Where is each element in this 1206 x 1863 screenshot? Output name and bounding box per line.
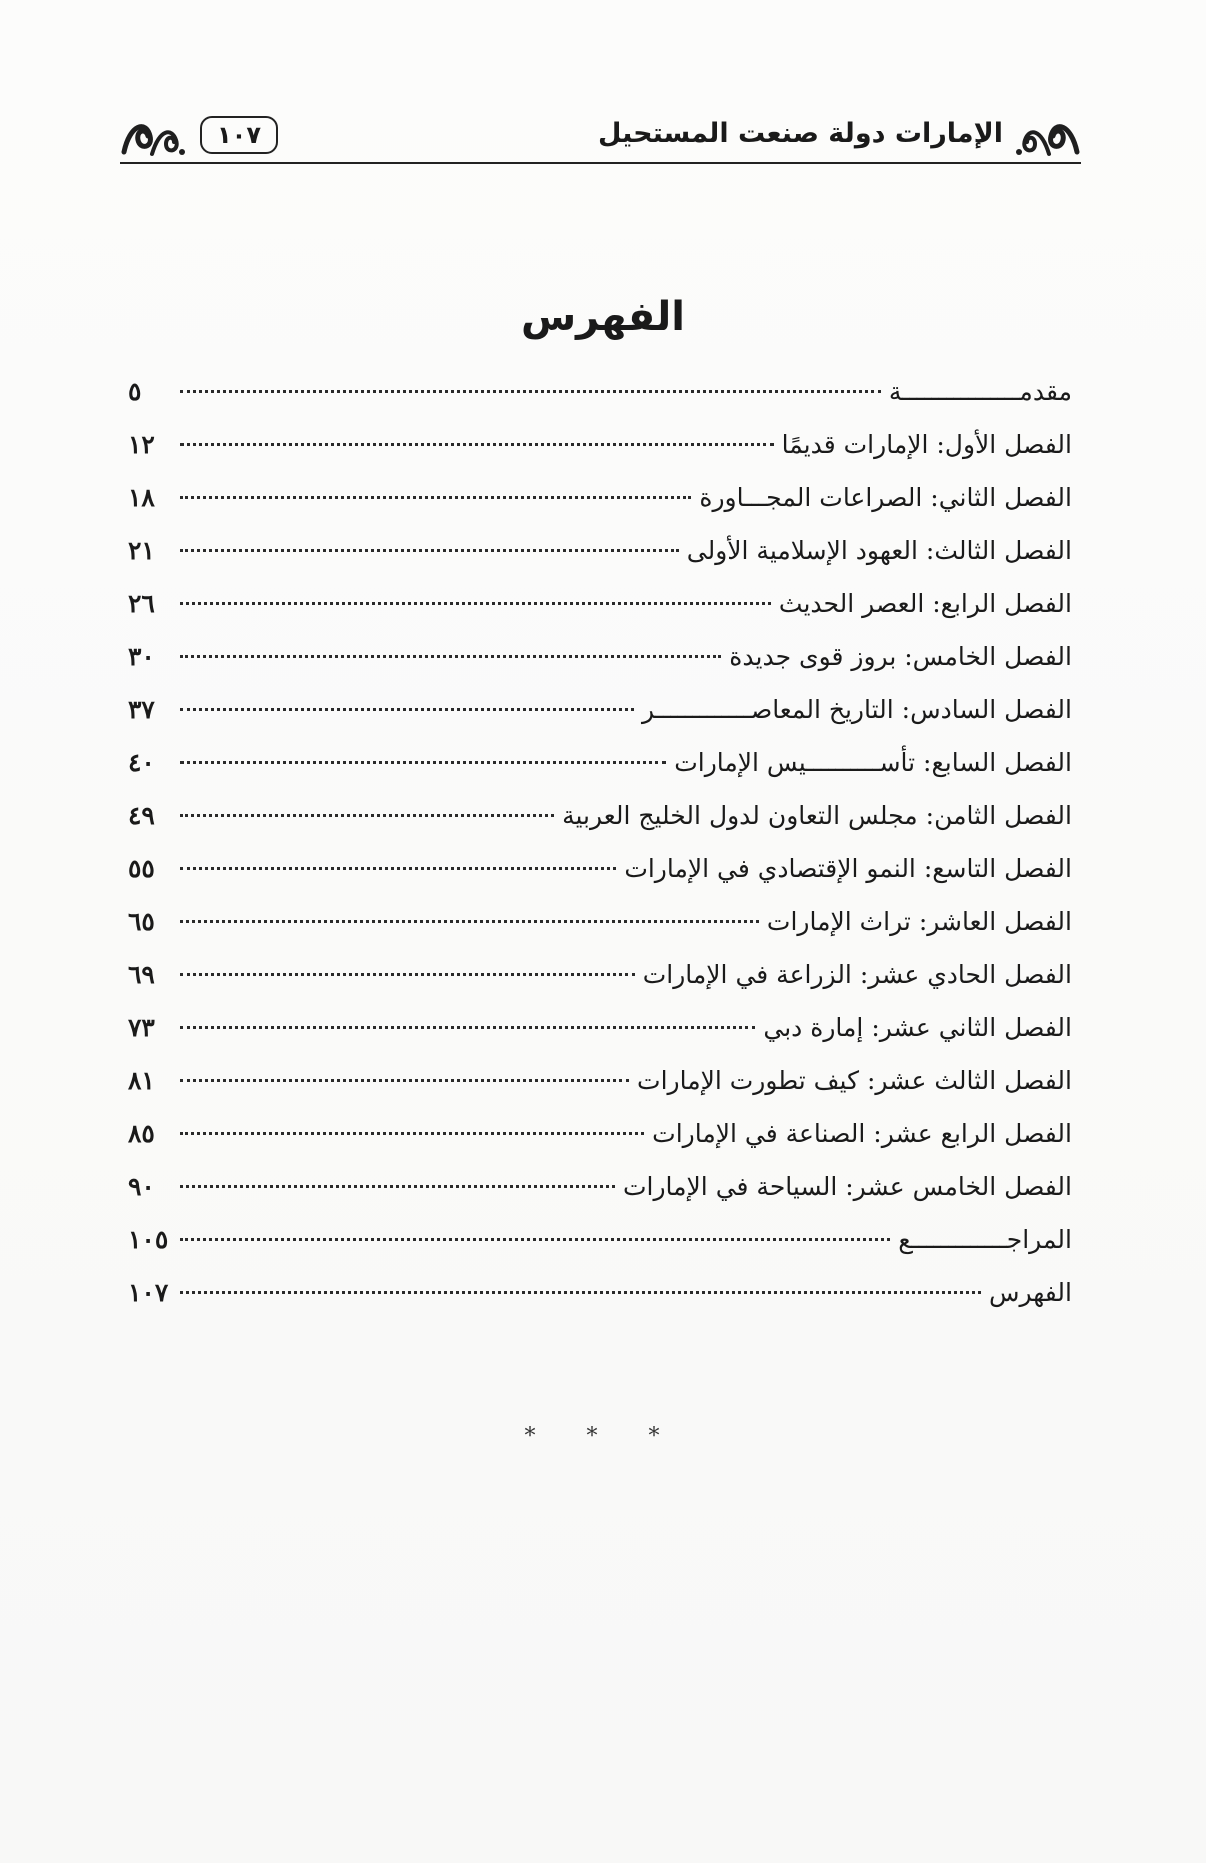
dot-leader xyxy=(180,496,691,499)
header-ornament-left-icon xyxy=(120,114,190,160)
dot-leader xyxy=(180,549,679,552)
toc-entry xyxy=(128,789,1072,842)
toc-entry-label: الفهرس xyxy=(988,1278,1072,1307)
toc-entry-page: ٨١ xyxy=(128,1066,155,1095)
toc-entry-label: الفصل الرابع عشر: الصناعة في الإمارات xyxy=(652,1119,1072,1148)
toc-entry-page: ٥ xyxy=(128,377,142,406)
toc-entry xyxy=(128,1266,1072,1319)
toc-entry-label: الفصل الثاني عشر: إمارة دبي xyxy=(763,1013,1072,1042)
toc-entry-page: ١٨ xyxy=(128,483,155,512)
toc-entry-label: الفصل الحادي عشر: الزراعة في الإمارات xyxy=(642,960,1072,989)
header-ornament-right-icon xyxy=(1011,114,1081,160)
dot-leader xyxy=(180,390,881,393)
toc-entry xyxy=(128,471,1072,524)
toc-entry-label: الفصل الثامن: مجلس التعاون لدول الخليج العربية xyxy=(562,801,1072,830)
toc-entry-label: الفصل التاسع: النمو الإقتصادي في الإمارات xyxy=(624,854,1072,883)
toc-entry-page: ١٠٥ xyxy=(128,1225,169,1254)
toc-entry-page: ٦٩ xyxy=(128,960,155,989)
toc-entry-label: الفصل الرابع: العصر الحديث xyxy=(778,589,1072,618)
dot-leader xyxy=(180,1238,890,1241)
toc-entry-page: ١٠٧ xyxy=(128,1278,169,1307)
toc-entry xyxy=(128,1160,1072,1213)
dot-leader xyxy=(180,1185,615,1188)
toc-entry-label: المراجـــــــــــــع xyxy=(898,1225,1072,1254)
toc-entry xyxy=(128,842,1072,895)
dot-leader xyxy=(180,443,774,446)
toc-entry xyxy=(128,1107,1072,1160)
toc-entry-page: ٥٥ xyxy=(128,854,155,883)
toc-entry-page: ٣٠ xyxy=(128,642,155,671)
dot-leader xyxy=(180,867,616,870)
dot-leader xyxy=(180,1291,981,1294)
toc-entry-page: ١٢ xyxy=(128,430,155,459)
toc-entry xyxy=(128,524,1072,577)
toc-entry-label: الفصل السابع: تأســــــــــيس الإمارات xyxy=(674,748,1072,777)
toc-entry-label: الفصل الثالث: العهود الإسلامية الأولى xyxy=(686,536,1072,565)
toc-entry-label: الفصل الثاني: الصراعات المجـــاورة xyxy=(699,483,1072,512)
toc-entry-page: ٧٣ xyxy=(128,1013,155,1042)
toc-entry xyxy=(128,630,1072,683)
dot-leader xyxy=(180,920,759,923)
toc-entry xyxy=(128,418,1072,471)
toc-title: الفهرس xyxy=(520,294,685,340)
toc-entry-label: الفصل الخامس عشر: السياحة في الإمارات xyxy=(622,1172,1072,1201)
dot-leader xyxy=(180,814,554,817)
toc-entry-label: الفصل العاشر: تراث الإمارات xyxy=(766,907,1072,936)
toc-entry-page: ٢١ xyxy=(128,536,155,565)
toc-entry-page: ٩٠ xyxy=(128,1172,155,1201)
toc-entry-page: ٤٩ xyxy=(128,801,155,830)
toc-entry xyxy=(128,683,1072,736)
toc-entry-page: ٨٥ xyxy=(128,1119,155,1148)
dot-leader xyxy=(180,761,666,764)
dot-leader xyxy=(180,1026,755,1029)
toc-entry-label: الفصل الأول: الإمارات قديمًا xyxy=(781,430,1072,459)
running-header xyxy=(120,112,1081,164)
toc-entry-page: ٣٧ xyxy=(128,695,155,724)
toc-entry xyxy=(128,1213,1072,1266)
page-number-badge: ١٠٧ xyxy=(200,116,278,154)
dot-leader xyxy=(180,708,634,711)
header-title: الإمارات دولة صنعت المستحيل xyxy=(598,118,1003,149)
toc-list xyxy=(128,365,1072,1319)
toc-entry-label: الفصل السادس: التاريخ المعاصـــــــــــــر xyxy=(641,695,1072,724)
toc-entry xyxy=(128,948,1072,1001)
dot-leader xyxy=(180,1079,629,1082)
closing-stars: * * * xyxy=(524,1424,682,1449)
toc-entry xyxy=(128,1001,1072,1054)
toc-entry xyxy=(128,736,1072,789)
toc-entry-label: مقدمــــــــــــــــة xyxy=(888,377,1072,406)
toc-entry xyxy=(128,895,1072,948)
dot-leader xyxy=(180,602,771,605)
toc-entry-label: الفصل الثالث عشر: كيف تطورت الإمارات xyxy=(637,1066,1072,1095)
toc-entry-page: ٢٦ xyxy=(128,589,155,618)
dot-leader xyxy=(180,1132,644,1135)
toc-entry xyxy=(128,1054,1072,1107)
header-rule xyxy=(120,162,1081,164)
toc-entry xyxy=(128,365,1072,418)
dot-leader xyxy=(180,973,635,976)
toc-entry-label: الفصل الخامس: بروز قوى جديدة xyxy=(729,642,1072,671)
toc-entry-page: ٤٠ xyxy=(128,748,155,777)
toc-entry-page: ٦٥ xyxy=(128,907,155,936)
toc-entry xyxy=(128,577,1072,630)
dot-leader xyxy=(180,655,721,658)
